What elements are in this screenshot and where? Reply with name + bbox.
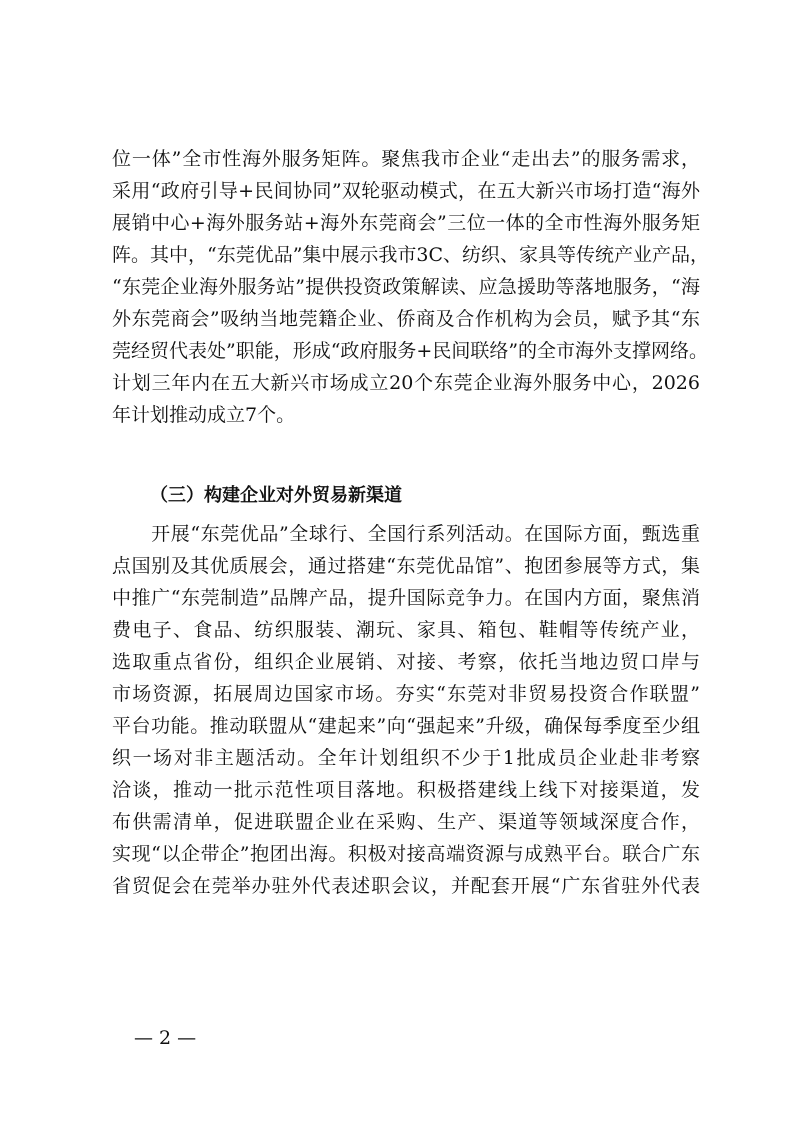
paragraph-line: “东莞企业海外服务站”提供投资政策解读、应急援助等落地服务，“海: [112, 276, 700, 298]
paragraph-line: 选取重点省份，组织企业展销、对接、考察，依托当地边贸口岸与: [112, 651, 700, 673]
paragraph-line: 计划三年内在五大新兴市场成立20个东莞企业海外服务中心，2026: [112, 372, 700, 394]
paragraph-line: 中推广“东莞制造”品牌产品，提升国际竞争力。在国内方面，聚焦消: [112, 587, 700, 609]
paragraph-1: [112, 143, 710, 431]
paragraph-line: 布供需清单，促进联盟企业在采购、生产、渠道等领域深度合作，: [112, 811, 700, 833]
paragraph-line: 织一场对非主题活动。全年计划组织不少于1批成员企业赴非考察: [112, 747, 700, 769]
paragraph-line: 展销中心+海外服务站+海外东莞商会”三位一体的全市性海外服务矩: [112, 212, 700, 234]
section-heading: （三）构建企业对外贸易新渠道: [150, 485, 402, 506]
paragraph-line: 开展“东莞优品”全球行、全国行系列活动。在国际方面，甄选重: [112, 523, 700, 545]
paragraph-2: [112, 518, 700, 902]
paragraph-line: 省贸促会在莞举办驻外代表述职会议，并配套开展“广东省驻外代表: [112, 875, 700, 897]
paragraph-line: 洽谈，推动一批示范性项目落地。积极搭建线上线下对接渠道，发: [112, 779, 700, 801]
paragraph-line: 莞经贸代表处”职能，形成“政府服务+民间联络”的全市海外支撑网络。: [112, 340, 709, 362]
paragraph-line: 位一体”全市性海外服务矩阵。聚焦我市企业“走出去”的服务需求，: [112, 148, 700, 170]
paragraph-line: 外东莞商会”吸纳当地莞籍企业、侨商及合作机构为会员，赋予其“东: [112, 308, 700, 330]
paragraph-line: 平台功能。推动联盟从“建起来”向“强起来”升级，确保每季度至少组: [112, 715, 700, 737]
paragraph-line: 实现“以企带企”抱团出海。积极对接高端资源与成熟平台。联合广东: [112, 843, 700, 865]
paragraph-line: 年计划推动成立7个。: [112, 404, 296, 426]
paragraph-line: 采用“政府引导+民间协同”双轮驱动模式，在五大新兴市场打造“海外: [112, 180, 700, 202]
paragraph-line: 费电子、食品、纺织服装、潮玩、家具、箱包、鞋帽等传统产业，: [112, 619, 700, 641]
paragraph-line: 点国别及其优质展会，通过搭建“东莞优品馆”、抱团参展等方式，集: [112, 555, 700, 577]
paragraph-line: 市场资源，拓展周边国家市场。夯实“东莞对非贸易投资合作联盟”: [112, 683, 700, 705]
paragraph-line: 阵。其中，“东莞优品”集中展示我市3C、纺织、家具等传统产业产品，: [112, 244, 710, 266]
page-number: — 2 —: [134, 1027, 197, 1049]
